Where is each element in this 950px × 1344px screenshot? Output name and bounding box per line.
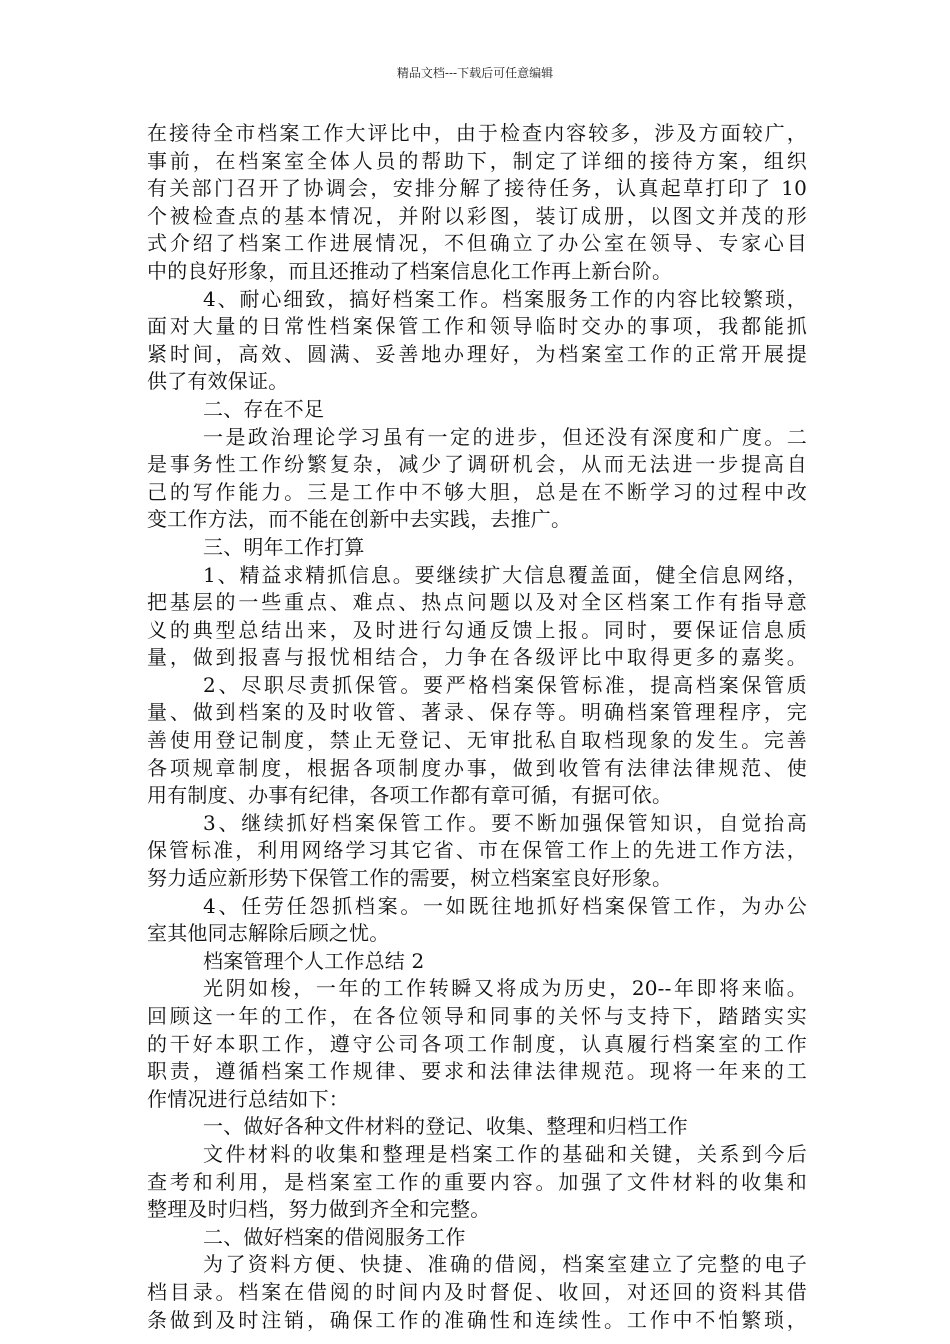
text-line: 光阴如梭，一年的工作转瞬又将成为历史，20--年即将来临。 <box>203 976 807 1001</box>
text-line: 查考和利用，是档案室工作的重要内容。加强了文件材料的收集和 <box>147 1169 807 1194</box>
text-line: 在接待全市档案工作大评比中，由于检查内容较多，涉及方面较广， <box>147 121 807 145</box>
text-line: 3、继续抓好档案保管工作。要不断加强保管知识，自觉抬高 <box>203 810 807 835</box>
text-line: 文件材料的收集和整理是档案工作的基础和关键，关系到今后 <box>203 1141 807 1166</box>
text-line: 个被检查点的基本情况，并附以彩图，装订成册，以图文并茂的形 <box>147 203 807 228</box>
text-line: 善使用登记制度，禁止无登记、无审批私自取档现象的发生。完善 <box>147 728 807 753</box>
text-line: 4、任劳任怨抓档案。一如既往地抓好档案保管工作，为办公 <box>203 893 807 918</box>
text-line: 义的典型总结出来，及时进行勾通反馈上报。同时，要保证信息质 <box>147 617 807 642</box>
page-header: 精品文档---下载后可任意编辑 <box>396 66 554 80</box>
text-line: 保管标准，利用网络学习其它省、市在保管工作上的先进工作方法， <box>147 838 807 863</box>
text-line: 把基层的一些重点、难点、热点问题以及对全区档案工作有指导意 <box>147 590 807 615</box>
text-line: 作情况进行总结如下： <box>147 1086 349 1111</box>
text-line: 回顾这一年的工作，在各位领导和同事的关怀与支持下，踏踏实实 <box>147 1004 807 1028</box>
text-line: 各项规章制度，根据各项制度办事，做到收管有法律法律规范、使 <box>147 755 807 780</box>
text-line: 用有制度、办事有纪律，各项工作都有章可循，有据可依。 <box>147 783 673 808</box>
text-line: 变工作方法，而不能在创新中去实践，去推广。 <box>147 507 572 532</box>
text-line: 事前，在档案室全体人员的帮助下，制定了详细的接待方案，组织 <box>147 148 807 173</box>
text-line: 室其他同志解除后顾之忧。 <box>147 921 390 946</box>
text-line: 档目录。档案在借阅的时间内及时督促、收回，对还回的资料其借 <box>147 1279 807 1304</box>
text-line: 量，做到报喜与报忧相结合，力争在各级评比中取得更多的嘉奖。 <box>147 645 807 670</box>
text-line: 量、做到档案的及时收管、著录、保存等。明确档案管理程序，完 <box>147 700 807 725</box>
text-line: 二、存在不足 <box>203 396 325 421</box>
text-line: 三、明年工作打算 <box>203 534 365 559</box>
text-line: 一是政治理论学习虽有一定的进步，但还没有深度和广度。二 <box>203 424 807 449</box>
text-line: 档案管理个人工作总结 2 <box>203 948 425 973</box>
text-line: 2、尽职尽责抓保管。要严格档案保管标准，提高档案保管质 <box>203 672 807 697</box>
text-line: 二、做好档案的借阅服务工作 <box>203 1224 466 1249</box>
text-line: 整理及时归档，努力做到齐全和完整。 <box>147 1197 491 1222</box>
text-line: 职责，遵循档案工作规律、要求和法律法律规范。现将一年来的工 <box>147 1059 807 1084</box>
text-line: 是事务性工作纷繁复杂，减少了调研机会，从而无法进一步提高自 <box>147 452 807 477</box>
text-line: 己的写作能力。三是工作中不够大胆，总是在不断学习的过程中改 <box>147 479 807 504</box>
text-line: 中的良好形象，而且还推动了档案信息化工作再上新台阶。 <box>147 258 673 283</box>
text-line: 一、做好各种文件材料的登记、收集、整理和归档工作 <box>203 1114 688 1139</box>
text-line: 式介绍了档案工作进展情况，不但确立了办公室在领导、专家心目 <box>147 231 807 256</box>
text-line: 面对大量的日常性档案保管工作和领导临时交办的事项，我都能抓 <box>147 314 807 339</box>
text-line: 有关部门召开了协调会，安排分解了接待任务，认真起草打印了 10 <box>147 176 807 201</box>
text-line: 1、精益求精抓信息。要继续扩大信息覆盖面，健全信息网络， <box>203 562 807 587</box>
text-line: 为了资料方便、快捷、准确的借阅，档案室建立了完整的电子 <box>203 1252 807 1277</box>
text-line: 的干好本职工作，遵守公司各项工作制度，认真履行档案室的工作 <box>147 1031 807 1056</box>
text-line: 供了有效保证。 <box>147 369 289 394</box>
document-body <box>147 120 807 1334</box>
text-line: 努力适应新形势下保管工作的需要，树立档案室良好形象。 <box>147 866 673 891</box>
text-line: 4、耐心细致，搞好档案工作。档案服务工作的内容比较繁琐， <box>203 286 807 311</box>
text-line: 紧时间，高效、圆满、妥善地办理好，为档案室工作的正常开展提 <box>147 341 807 366</box>
text-line: 条做到及时注销，确保工作的准确性和连续性。工作中不怕繁琐， <box>147 1307 807 1332</box>
